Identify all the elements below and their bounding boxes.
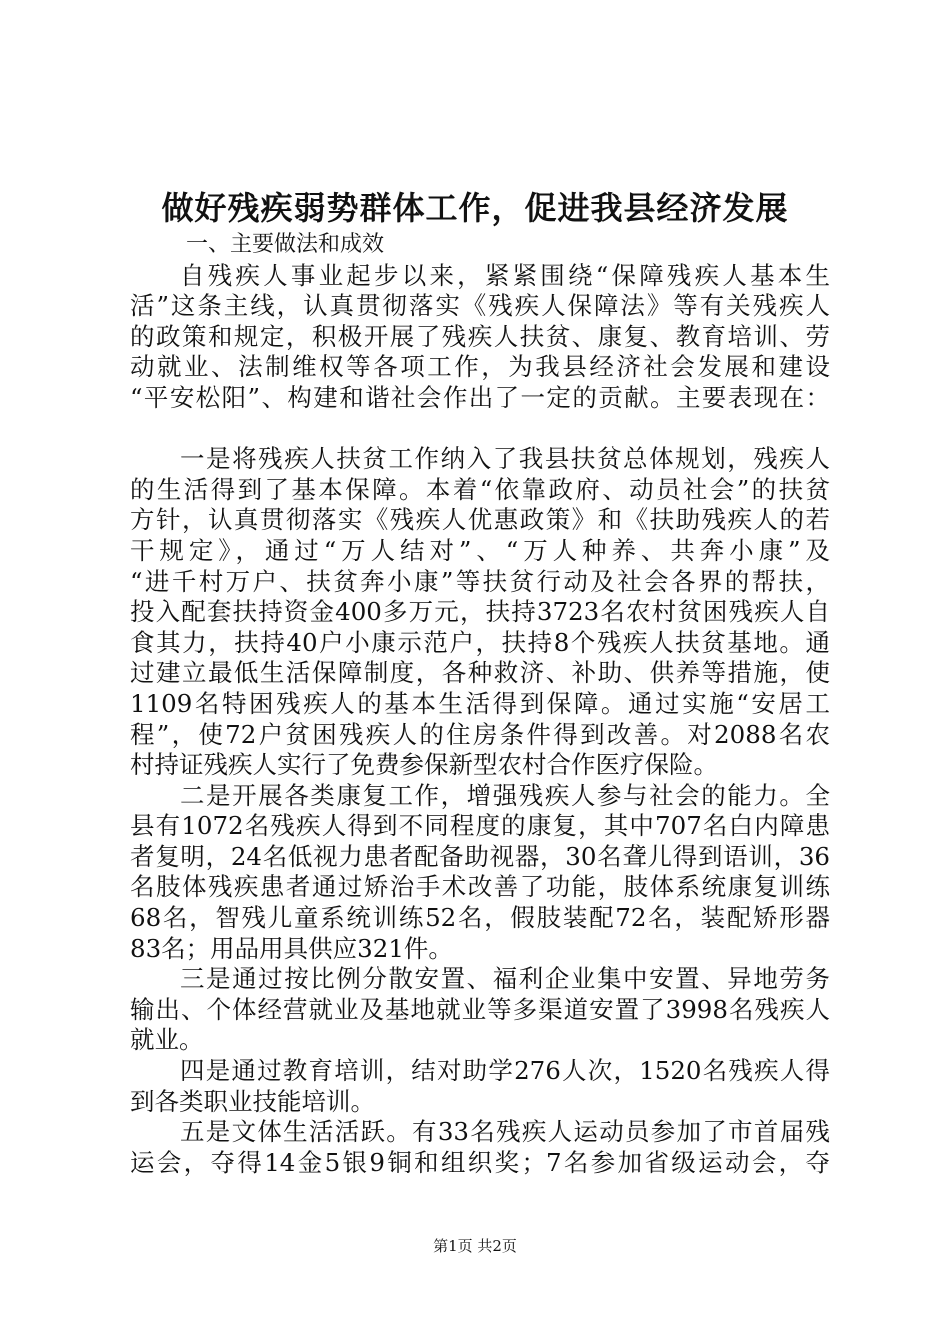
paragraph-line: 干规定》，通过“万人结对”、“万人种养、共奔小康”及 <box>130 535 830 565</box>
paragraph-line: 就业。 <box>130 1025 204 1055</box>
paragraph-line: 名肢体残疾患者通过矫治手术改善了功能，肢体系统康复训练 <box>130 872 830 902</box>
paragraph-line: 投入配套扶持资金400多万元，扶持3723名农村贫困残疾人自 <box>130 597 830 627</box>
paragraph-line: 自残疾人事业起步以来，紧紧围绕“保障残疾人基本生 <box>180 260 830 290</box>
paragraph-line: 五是文体生活活跃。有33名残疾人运动员参加了市首届残 <box>180 1117 830 1147</box>
document-body <box>130 230 830 1178</box>
paragraph-line: 程”，使72户贫困残疾人的住房条件得到改善。对2088名农 <box>130 719 830 749</box>
paragraph-line: 活”这条主线，认真贯彻落实《残疾人保障法》等有关残疾人 <box>130 291 830 321</box>
page-footer: 第1页 共2页 <box>433 1237 517 1255</box>
paragraph-line: 者复明，24名低视力患者配备助视器，30名聋儿得到语训，36 <box>130 841 830 871</box>
paragraph-line: 68名，智残儿童系统训练52名，假肢装配72名，装配矫形器 <box>130 903 830 933</box>
section-heading: 一、主要做法和成效 <box>186 232 385 257</box>
paragraph-line: 运会，夺得14金5银9铜和组织奖；7名参加省级运动会，夺 <box>130 1147 830 1177</box>
paragraph-line: 到各类职业技能培训。 <box>130 1086 375 1116</box>
paragraph-line: 动就业、法制维权等各项工作，为我县经济社会发展和建设 <box>130 352 830 382</box>
paragraph-line: 1109名特困残疾人的基本生活得到保障。通过实施“安居工 <box>130 688 830 718</box>
paragraph-line: “平安松阳”、构建和谐社会作出了一定的贡献。主要表现在： <box>130 382 830 412</box>
paragraph-line: 的政策和规定，积极开展了残疾人扶贫、康复、教育培训、劳 <box>130 321 830 351</box>
paragraph-gap <box>130 414 830 445</box>
paragraph-line: 输出、个体经营就业及基地就业等多渠道安置了3998名残疾人 <box>130 994 830 1024</box>
paragraph-line: 村持证残疾人实行了免费参保新型农村合作医疗保险。 <box>130 750 718 780</box>
paragraph-line: 过建立最低生活保障制度，各种救济、补助、供养等措施，使 <box>130 658 830 688</box>
paragraph-line: 二是开展各类康复工作，增强残疾人参与社会的能力。全 <box>180 780 830 810</box>
document-title: 做好残疾弱势群体工作，促进我县经济发展 <box>161 189 789 227</box>
paragraph-line: “进千村万户、扶贫奔小康”等扶贫行动及社会各界的帮扶， <box>130 566 830 596</box>
paragraph-line: 的生活得到了基本保障。本着“依靠政府、动员社会”的扶贫 <box>130 474 830 504</box>
paragraph-line: 四是通过教育培训，结对助学276人次，1520名残疾人得 <box>180 1056 830 1086</box>
paragraph-line: 83名；用品用具供应321件。 <box>130 933 453 963</box>
paragraph-line: 县有1072名残疾人得到不同程度的康复，其中707名白内障患 <box>130 811 830 841</box>
paragraph-line: 食其力，扶持40户小康示范户，扶持8个残疾人扶贫基地。通 <box>130 627 830 657</box>
paragraph-line: 方针，认真贯彻落实《残疾人优惠政策》和《扶助残疾人的若 <box>130 505 830 535</box>
paragraph-line: 三是通过按比例分散安置、福利企业集中安置、异地劳务 <box>180 964 830 994</box>
paragraph-line: 一是将残疾人扶贫工作纳入了我县扶贫总体规划，残疾人 <box>180 444 830 474</box>
